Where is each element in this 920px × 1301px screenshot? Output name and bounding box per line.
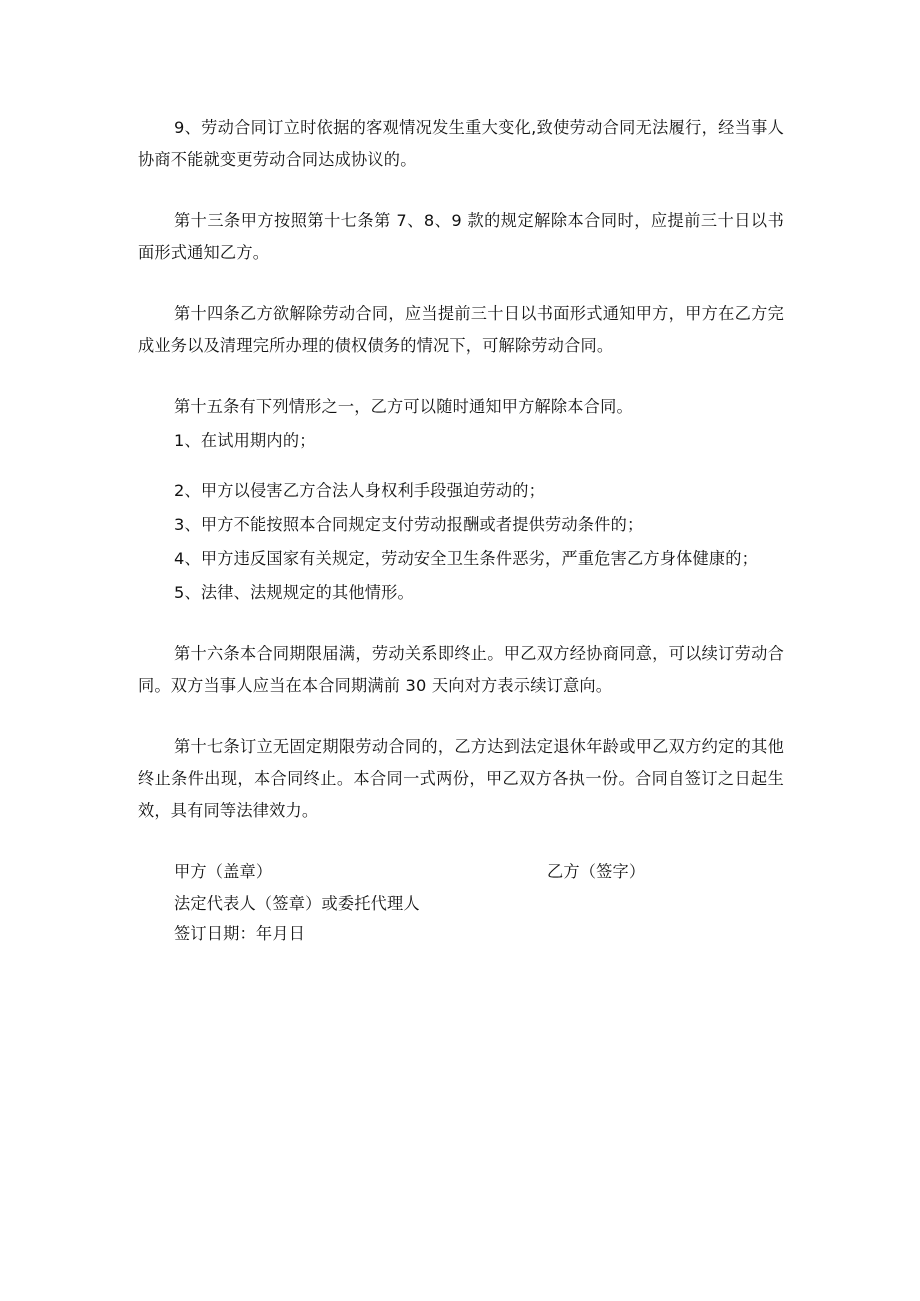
article-15-item-2: 2、甲方以侵害乙方合法人身权利手段强迫劳动的；: [174, 481, 546, 500]
article-15-item-3: 3、甲方不能按照本合同规定支付劳动报酬或者提供劳动条件的；: [174, 515, 644, 534]
article-15-paragraph: 第十五条有下列情形之一，乙方可以随时通知甲方解除本合同。: [174, 397, 633, 416]
legal-representative-label: 法定代表人（签章）或委托代理人: [174, 894, 420, 913]
signing-date-label: 签订日期：年月日: [174, 924, 306, 943]
article-14-paragraph: 第十四条乙方欲解除劳动合同，应当提前三十日以书面形式通知甲方，甲方在乙方完成业务以及清理完所办理的债权债务的情况下，可解除劳动合同。: [138, 304, 784, 355]
document-body: [138, 112, 784, 948]
signature-row: [138, 856, 784, 888]
article-16-paragraph: 第十六条本合同期限届满，劳动关系即终止。甲乙双方经协商同意，可以续订劳动合同。双方当事人应当在本合同期满前 30 天向对方表示续订意向。: [138, 644, 784, 695]
party-b-signature-label: 乙方（签字）: [547, 862, 646, 881]
article-17-paragraph: 第十七条订立无固定期限劳动合同的，乙方达到法定退休年龄或甲乙双方约定的其他终止条件出现，本合同终止。本合同一式两份，甲乙双方各执一份。合同自签订之日起生效，具有同等法律效力。: [138, 737, 784, 820]
article-15-item-5: 5、法律、法规规定的其他情形。: [174, 583, 414, 602]
party-a-seal-label: 甲方（盖章）: [174, 862, 273, 881]
article-13-paragraph: 第十三条甲方按照第十七条第 7、8、9 款的规定解除本合同时，应提前三十日以书面形式通知乙方。: [138, 211, 784, 262]
clause-9-paragraph: 9、劳动合同订立时依据的客观情况发生重大变化,致使劳动合同无法履行，经当事人协商不能就变更劳动合同达成协议的。: [138, 118, 784, 169]
article-15-item-1: 1、在试用期内的；: [174, 431, 316, 450]
article-15-item-4: 4、甲方违反国家有关规定，劳动安全卫生条件恶劣，严重危害乙方身体健康的；: [174, 549, 759, 568]
